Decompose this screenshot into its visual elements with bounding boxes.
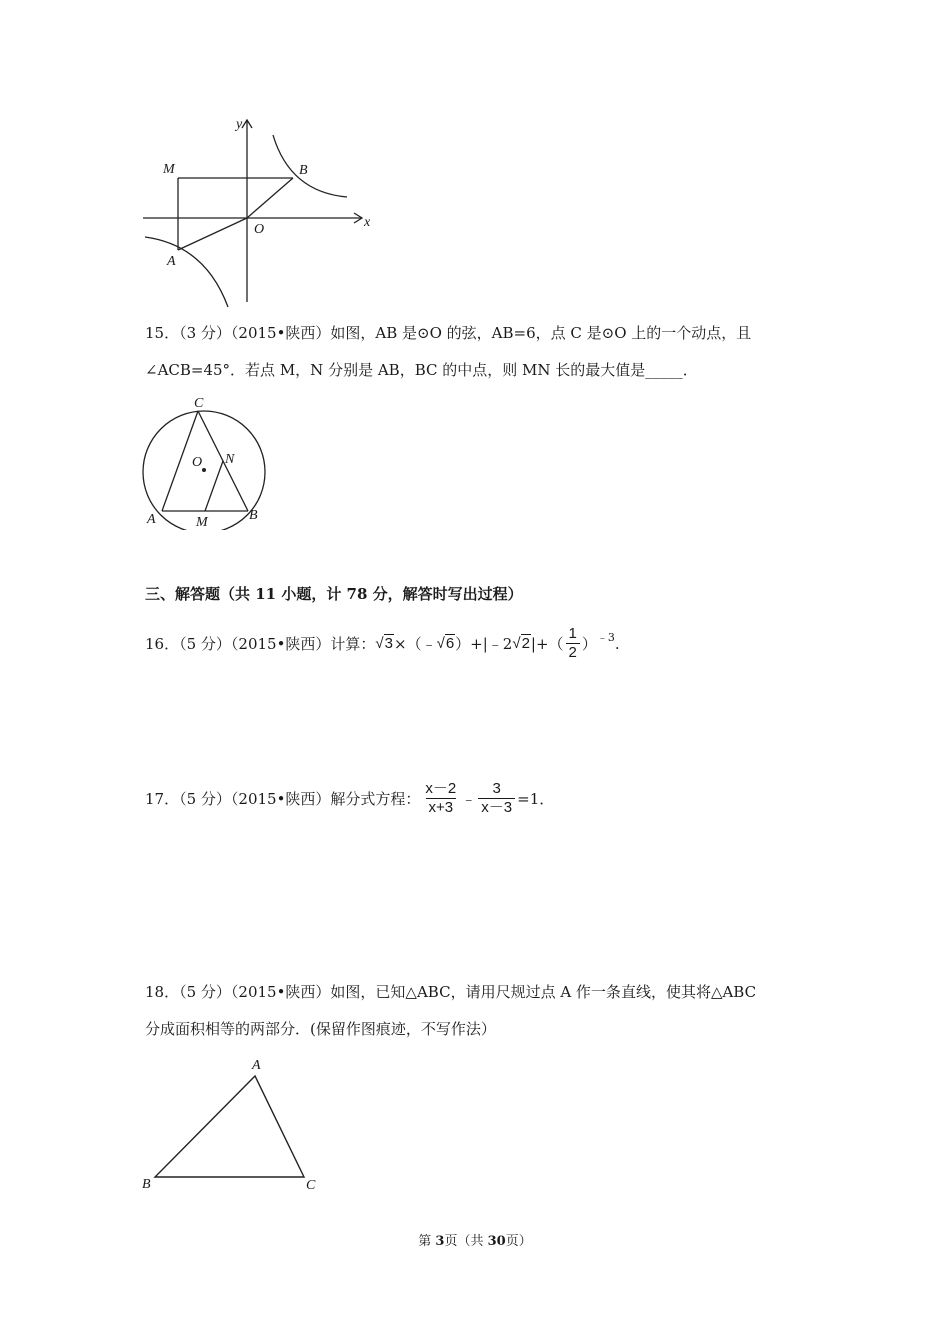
q16-times: ×（﹣ bbox=[394, 634, 437, 653]
hyperbola-branch-upper bbox=[273, 135, 347, 197]
q17-end: =1． bbox=[517, 789, 555, 808]
q16-frac-num: 1 bbox=[568, 625, 577, 642]
label-N: N bbox=[225, 452, 235, 467]
label-O: O bbox=[254, 222, 265, 237]
q17-minus: ﹣ bbox=[461, 789, 477, 808]
q18-figure bbox=[138, 1052, 328, 1194]
q16-frac-den: 2 bbox=[566, 643, 580, 662]
q17-frac1-den: x+3 bbox=[426, 798, 457, 817]
q16-fraction bbox=[566, 625, 580, 662]
label-C: C bbox=[194, 396, 204, 411]
q16-part2: ）+|﹣2 bbox=[455, 634, 513, 653]
label-M: M bbox=[163, 162, 175, 177]
q17-fraction1 bbox=[422, 780, 459, 817]
q16-part4: ） bbox=[581, 634, 597, 653]
label-B: B bbox=[249, 508, 258, 523]
label-C: C bbox=[306, 1178, 316, 1193]
q17-frac2-den: x－3 bbox=[478, 798, 515, 817]
q17-prefix: 17．（5 分）（2015•陕西）解分式方程： bbox=[145, 789, 421, 808]
label-B: B bbox=[142, 1177, 151, 1192]
footer-mid: 页（共 bbox=[444, 1234, 488, 1249]
q15-figure bbox=[138, 395, 278, 530]
q16-part3: |+（ bbox=[530, 634, 564, 653]
footer-pre: 第 bbox=[418, 1234, 436, 1249]
hyperbola-branch-lower bbox=[145, 237, 228, 307]
q17-line bbox=[145, 780, 554, 817]
q16-prefix: 16．（5 分）（2015•陕西）计算： bbox=[145, 634, 376, 653]
q16-sqrt6: 6 bbox=[445, 634, 455, 652]
label-x: x bbox=[364, 215, 371, 230]
q16-line bbox=[145, 625, 620, 662]
q16-end: . bbox=[614, 634, 620, 653]
q18-line1: 18．（5 分）（2015•陕西）如图，已知△ABC，请用尺规过点 A 作一条直线，使其将△ABC bbox=[145, 983, 757, 1001]
label-M: M bbox=[196, 515, 208, 530]
q16-sqrt2: 2 bbox=[521, 634, 530, 652]
footer-total-pages: 30 bbox=[487, 1234, 506, 1249]
sqrt-icon: √ bbox=[512, 634, 521, 652]
sqrt-icon: √ bbox=[436, 634, 445, 652]
segment-OB bbox=[247, 178, 293, 218]
q16-sqrt3: 3 bbox=[384, 634, 393, 652]
label-O: O bbox=[192, 455, 203, 470]
label-A: A bbox=[147, 512, 156, 527]
triangle-ABC bbox=[155, 1076, 304, 1177]
q17-fraction2 bbox=[478, 780, 515, 817]
label-A: A bbox=[167, 254, 176, 269]
footer-post: 页） bbox=[505, 1234, 532, 1249]
q16-exponent: ﹣3 bbox=[596, 630, 615, 644]
q14-figure bbox=[140, 110, 380, 315]
q18-line2: 分成面积相等的两部分．(保留作图痕迹，不写作法） bbox=[145, 1020, 496, 1038]
segment-MN bbox=[205, 461, 223, 511]
sqrt-icon: √ bbox=[375, 634, 384, 652]
q15-line2: ∠ACB=45°．若点 M，N 分别是 AB，BC 的中点，则 MN 长的最大值是_____． bbox=[145, 361, 698, 379]
q17-frac1-num: x－2 bbox=[425, 780, 457, 797]
footer-page-number: 3 bbox=[435, 1234, 445, 1249]
label-y: y bbox=[236, 117, 243, 132]
center-dot bbox=[202, 468, 206, 472]
q15-line1: 15．（3 分）（2015•陕西）如图，AB 是⊙O 的弦，AB=6，点 C 是⊙O 上的一个动点，且 bbox=[145, 324, 752, 342]
label-A: A bbox=[252, 1058, 261, 1073]
section-heading: 三、解答题（共 11 小题，计 78 分，解答时写出过程） bbox=[145, 585, 523, 603]
page-footer bbox=[0, 1230, 950, 1249]
segment-AO bbox=[178, 218, 247, 250]
q17-frac2-num: 3 bbox=[492, 780, 501, 797]
label-B: B bbox=[299, 163, 308, 178]
